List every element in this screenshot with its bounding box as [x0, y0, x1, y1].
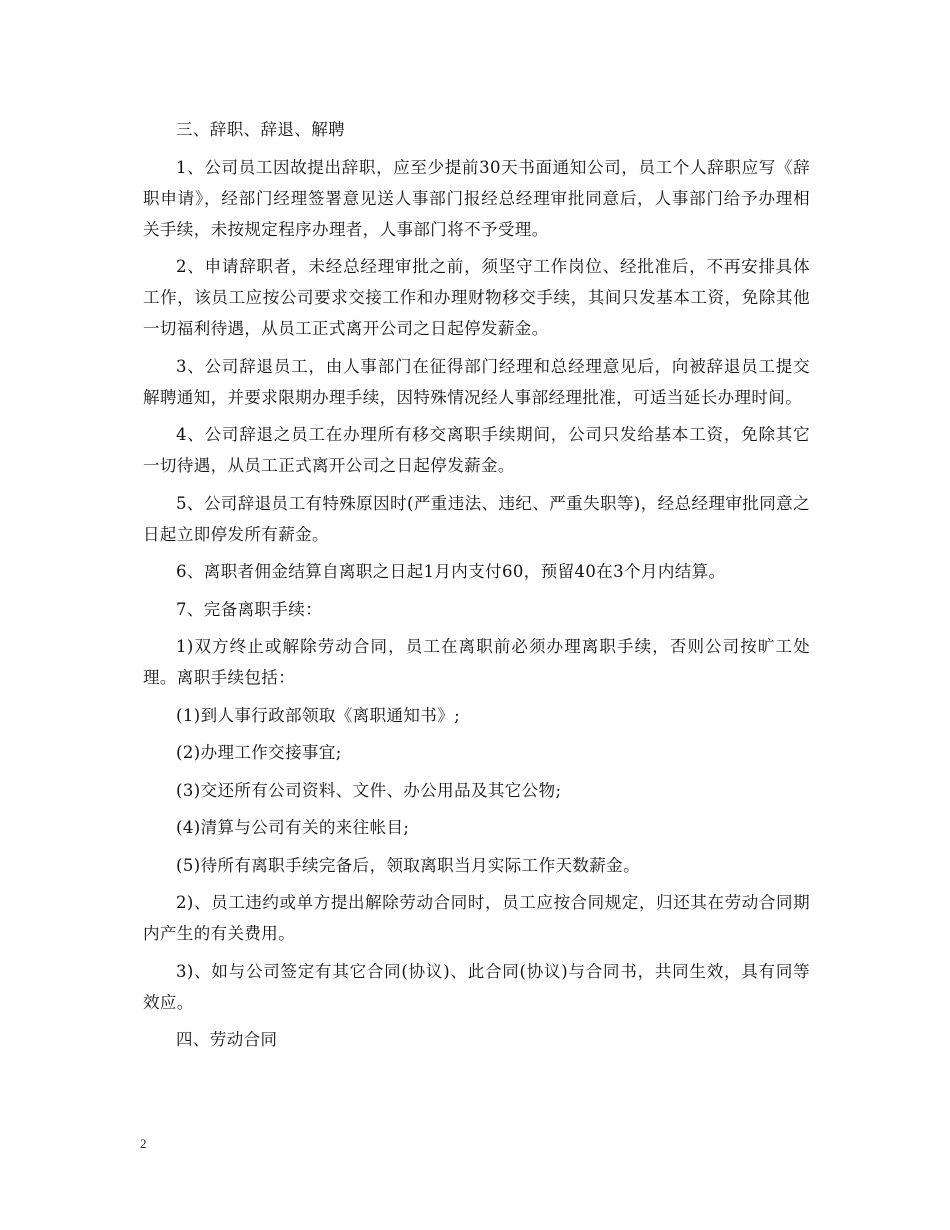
list-item-2: (2)办理工作交接事宜; — [176, 743, 342, 762]
paragraph-1: 1、公司员工因故提出辞职，应至少提前30天书面通知公司，员工个人辞职应写《辞职申请》，经部门经理签署意见送人事部门报经总经理审批同意后，人事部门给予办理相关手续，未按规定程序办理者，人事部门将不予受理。 — [143, 157, 810, 239]
subparagraph-7-2: 2)、员工违约或单方提出解除劳动合同时，员工应按合同规定，归还其在劳动合同期内产生的有关费用。 — [143, 893, 810, 943]
page-number: 2 — [140, 1136, 147, 1151]
paragraph-7: 7、完备离职手续： — [176, 599, 323, 619]
list-item-3: (3)交还所有公司资料、文件、办公用品及其它公物; — [176, 780, 562, 800]
paragraph-5: 5、公司辞退员工有特殊原因时(严重违法、违纪、严重失职等)，经总经理审批同意之日起立即停发所有薪金。 — [143, 493, 810, 544]
section-heading-resignation: 三、辞职、辞退、解聘 — [176, 120, 345, 139]
paragraph-6: 6、离职者佣金结算自离职之日起1月内支付60，预留40在3个月内结算。 — [176, 562, 726, 581]
paragraph-4: 4、公司辞退之员工在办理所有移交离职手续期间，公司只发给基本工资，免除其它一切待遇，从员工正式离开公司之日起停发薪金。 — [143, 425, 810, 475]
list-item-1: (1)到人事行政部领取《离职通知书》; — [176, 705, 461, 725]
list-item-4: (4)清算与公司有关的来往帐目; — [176, 818, 410, 837]
document-body — [143, 114, 810, 1062]
paragraph-3: 3、公司辞退员工，由人事部门在征得部门经理和总经理意见后，向被辞退员工提交解聘通知，并要求限期办理手续，因特殊情况经人事部经理批准，可适当延长办理时间。 — [143, 356, 810, 407]
subparagraph-7-1: 1)双方终止或解除劳动合同，员工在离职前必须办理离职手续，否则公司按旷工处理。离职手续包括： — [143, 637, 810, 687]
subparagraph-7-3: 3)、如与公司签定有其它合同(协议)、此合同(协议)与合同书，共同生效，具有同等效应。 — [143, 961, 810, 1012]
section-heading-labor-contract: 四、劳动合同 — [176, 1030, 278, 1049]
paragraph-2: 2、申请辞职者，未经总经理审批之前，须坚守工作岗位、经批准后，不再安排具体工作，该员工应按公司要求交接工作和办理财物移交手续，其间只发基本工资，免除其他一切福利待遇，从员工正式离开公司之日起停发薪金。 — [143, 257, 810, 338]
list-item-5: (5)待所有离职手续完备后，领取离职当月实际工作天数薪金。 — [176, 855, 640, 875]
